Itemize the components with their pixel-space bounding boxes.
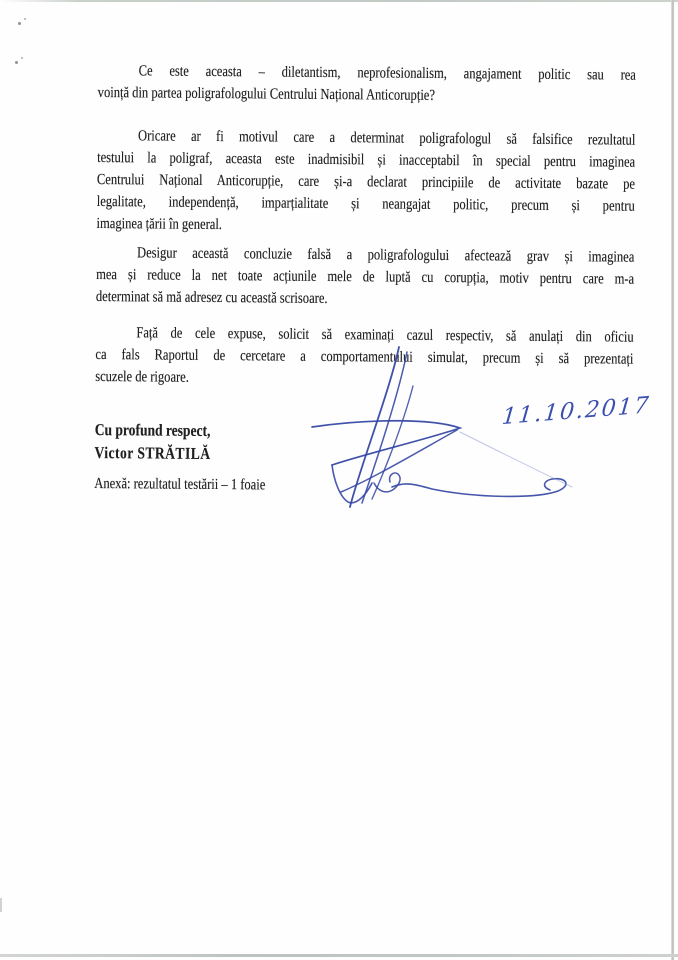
letter-paragraph <box>96 125 635 240</box>
letter-paragraph <box>98 60 636 109</box>
letter-line: Desigur această concluzie falsă a poligrafologului afectează grav și imaginea <box>137 244 635 266</box>
letter-line: Ce este aceasta – diletantism, neprofesionalism, angajament politic sau rea <box>138 62 636 84</box>
scan-speckle <box>24 18 26 20</box>
scan-speckle <box>15 61 18 64</box>
letter-line: scuzele de rigoare. <box>95 367 190 386</box>
letter-line: Centrului Național Anticorupție, care și-a declarat principiile de activitate bazate pe <box>96 170 636 193</box>
scan-edge-bottom <box>0 954 678 957</box>
closing-salutation: Cu profund respect, <box>94 419 211 440</box>
letter-line: Față de cele expuse, solicit să examinați cazul respectiv, să anulați din oficiu <box>136 324 634 346</box>
letter-line: voință din partea poligrafologului Centrului Național Anticorupție? <box>97 83 436 104</box>
scan-edge-right <box>671 0 674 960</box>
signer-name: Victor STRĂTILĂ <box>94 442 211 463</box>
scan-speckle <box>18 22 21 25</box>
letter-line: ca fals Raportul de cercetare a comportamentului simulat, precum și să prezentați <box>95 345 634 368</box>
letter-line: legalitate, independență, imparțialitate și neangajat politic, precum și pentru <box>96 192 635 215</box>
letter-paragraph <box>96 242 635 313</box>
handwritten-date: 11.10.2017 <box>500 392 652 431</box>
letter-line: Oricare ar fi motivul care a determinat poligrafologul să falsifice rezultatul <box>138 127 636 149</box>
letter-line: testului la poligraf, aceasta este inadmisibil și inacceptabil în special pentru imaginea <box>97 148 636 171</box>
letter-line: imaginea țării în general. <box>96 214 223 234</box>
letter-line: mea și reduce la net toate acțiunile mele de luptă cu corupția, motiv pentru care m-a <box>96 265 635 288</box>
scan-edge-top <box>0 0 678 2</box>
scan-speckle <box>21 57 23 59</box>
letter-line: determinat să mă adresez cu această scrisoare. <box>95 287 328 308</box>
annex-note: Anexă: rezultatul testării – 1 foaie <box>94 474 266 494</box>
scan-edge-tick <box>0 898 2 912</box>
